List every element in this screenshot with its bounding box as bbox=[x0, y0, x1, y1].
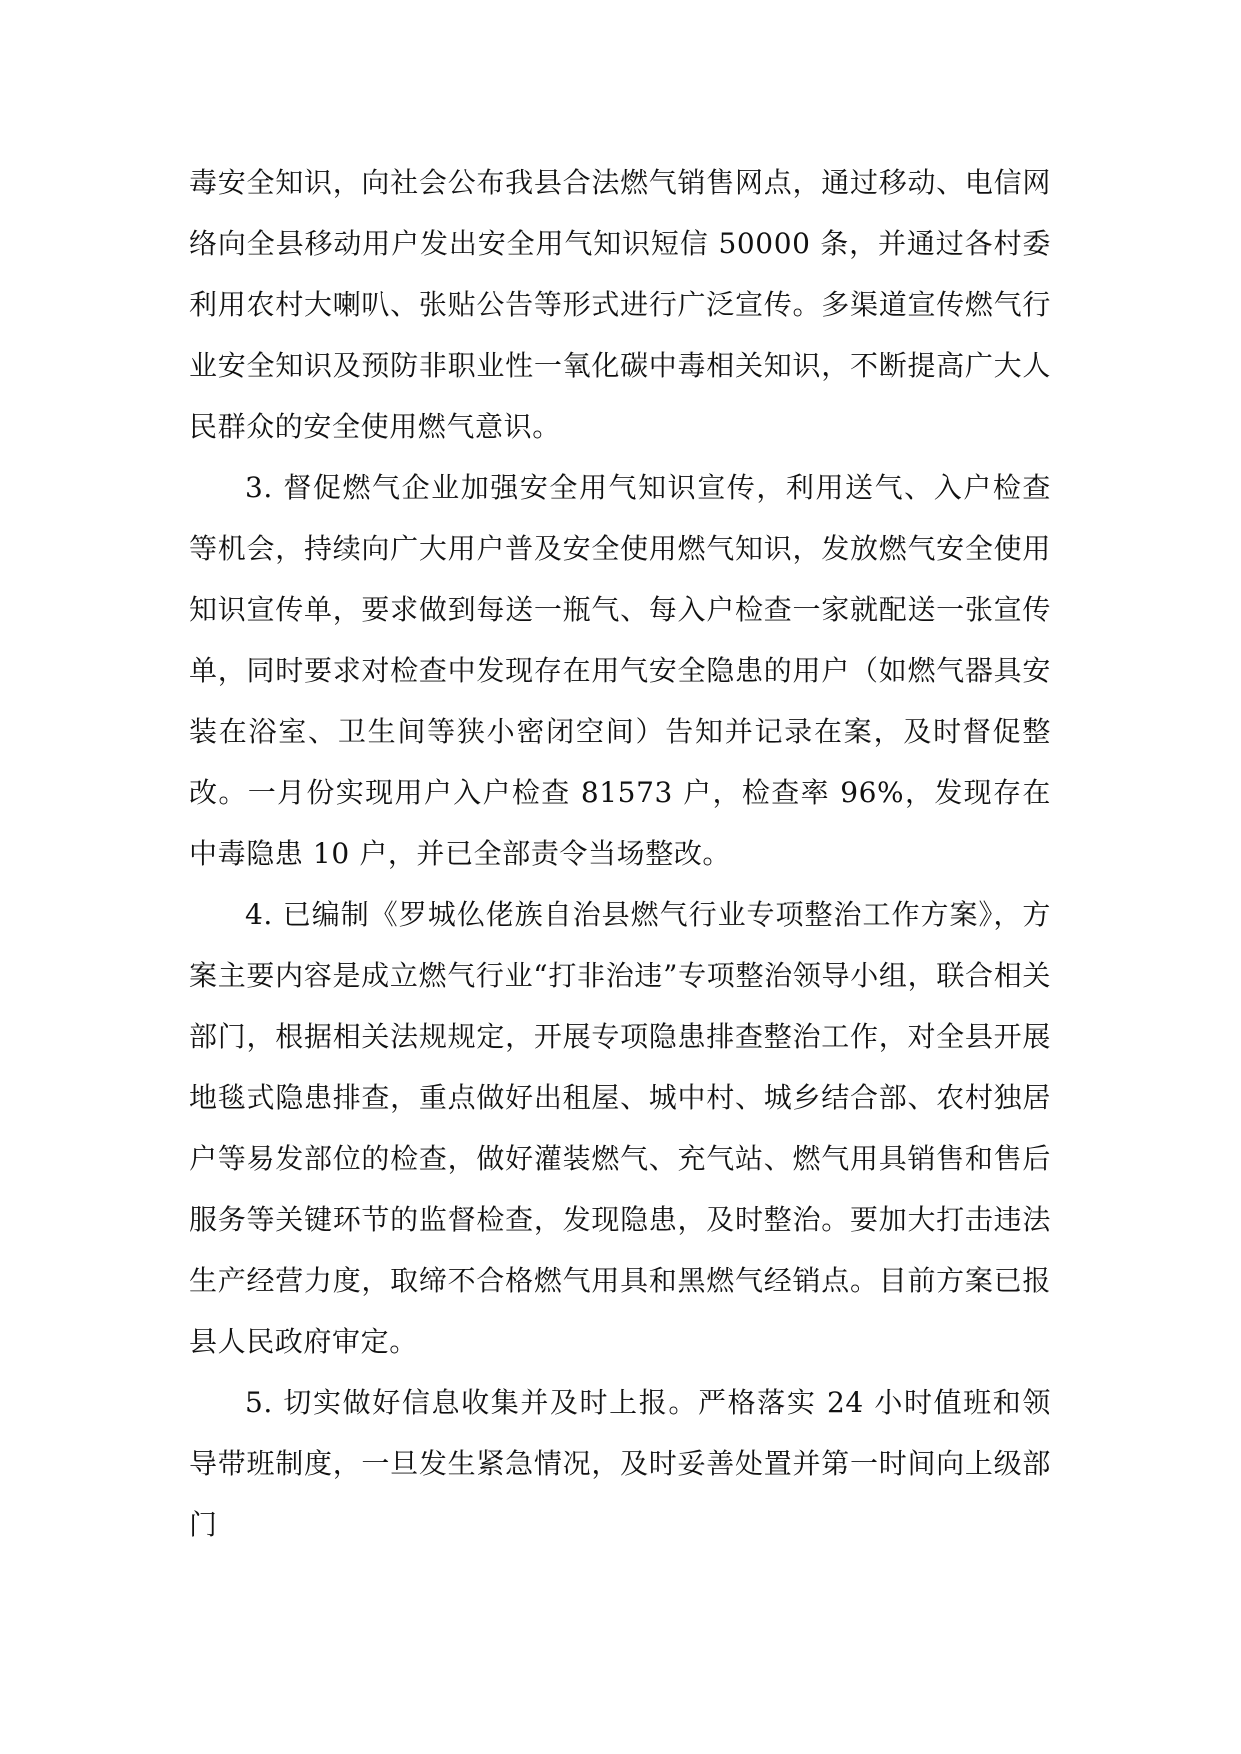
paragraph-item-3: 3. 督促燃气企业加强安全用气知识宣传，利用送气、入户检查等机会，持续向广大用户普及安全使用燃气知识，发放燃气安全使用知识宣传单，要求做到每送一瓶气、每入户检查一家就配送一张宣传单，同时要求对检查中发现存在用气安全隐患的用户（如燃气器具安装在浴室、卫生间等狭小密闭空间）告知并记录在案，及时督促整改。一月份实现用户入户检查 81573 户，检查率 96%，发现存在中毒隐患 10 户，并已全部责令当场整改。 bbox=[189, 471, 1051, 870]
paragraph-item-4: 4. 已编制《罗城仫佬族自治县燃气行业专项整治工作方案》，方案主要内容是成立燃气行业“打非治违”专项整治领导小组，联合相关部门，根据相关法规规定，开展专项隐患排查整治工作，对全县开展地毯式隐患排查，重点做好出租屋、城中村、城乡结合部、农村独居户等易发部位的检查，做好灌装燃气、充气站、燃气用具销售和售后服务等关键环节的监督检查，发现隐患，及时整治。要加大打击违法生产经营力度，取缔不合格燃气用具和黑燃气经销点。目前方案已报县人民政府审定。 bbox=[189, 898, 1051, 1358]
paragraph-continuation: 毒安全知识，向社会公布我县合法燃气销售网点，通过移动、电信网络向全县移动用户发出安全用气知识短信 50000 条，并通过各村委利用农村大喇叭、张贴公告等形式进行广泛宣传。多渠道宣传燃气行业安全知识及预防非职业性一氧化碳中毒相关知识，不断提高广大人民群众的安全使用燃气意识。 bbox=[189, 166, 1051, 443]
paragraph-item-5: 5. 切实做好信息收集并及时上报。严格落实 24 小时值班和领导带班制度，一旦发生紧急情况，及时妥善处置并第一时间向上级部门 bbox=[189, 1386, 1051, 1541]
document-body bbox=[189, 152, 1051, 1555]
